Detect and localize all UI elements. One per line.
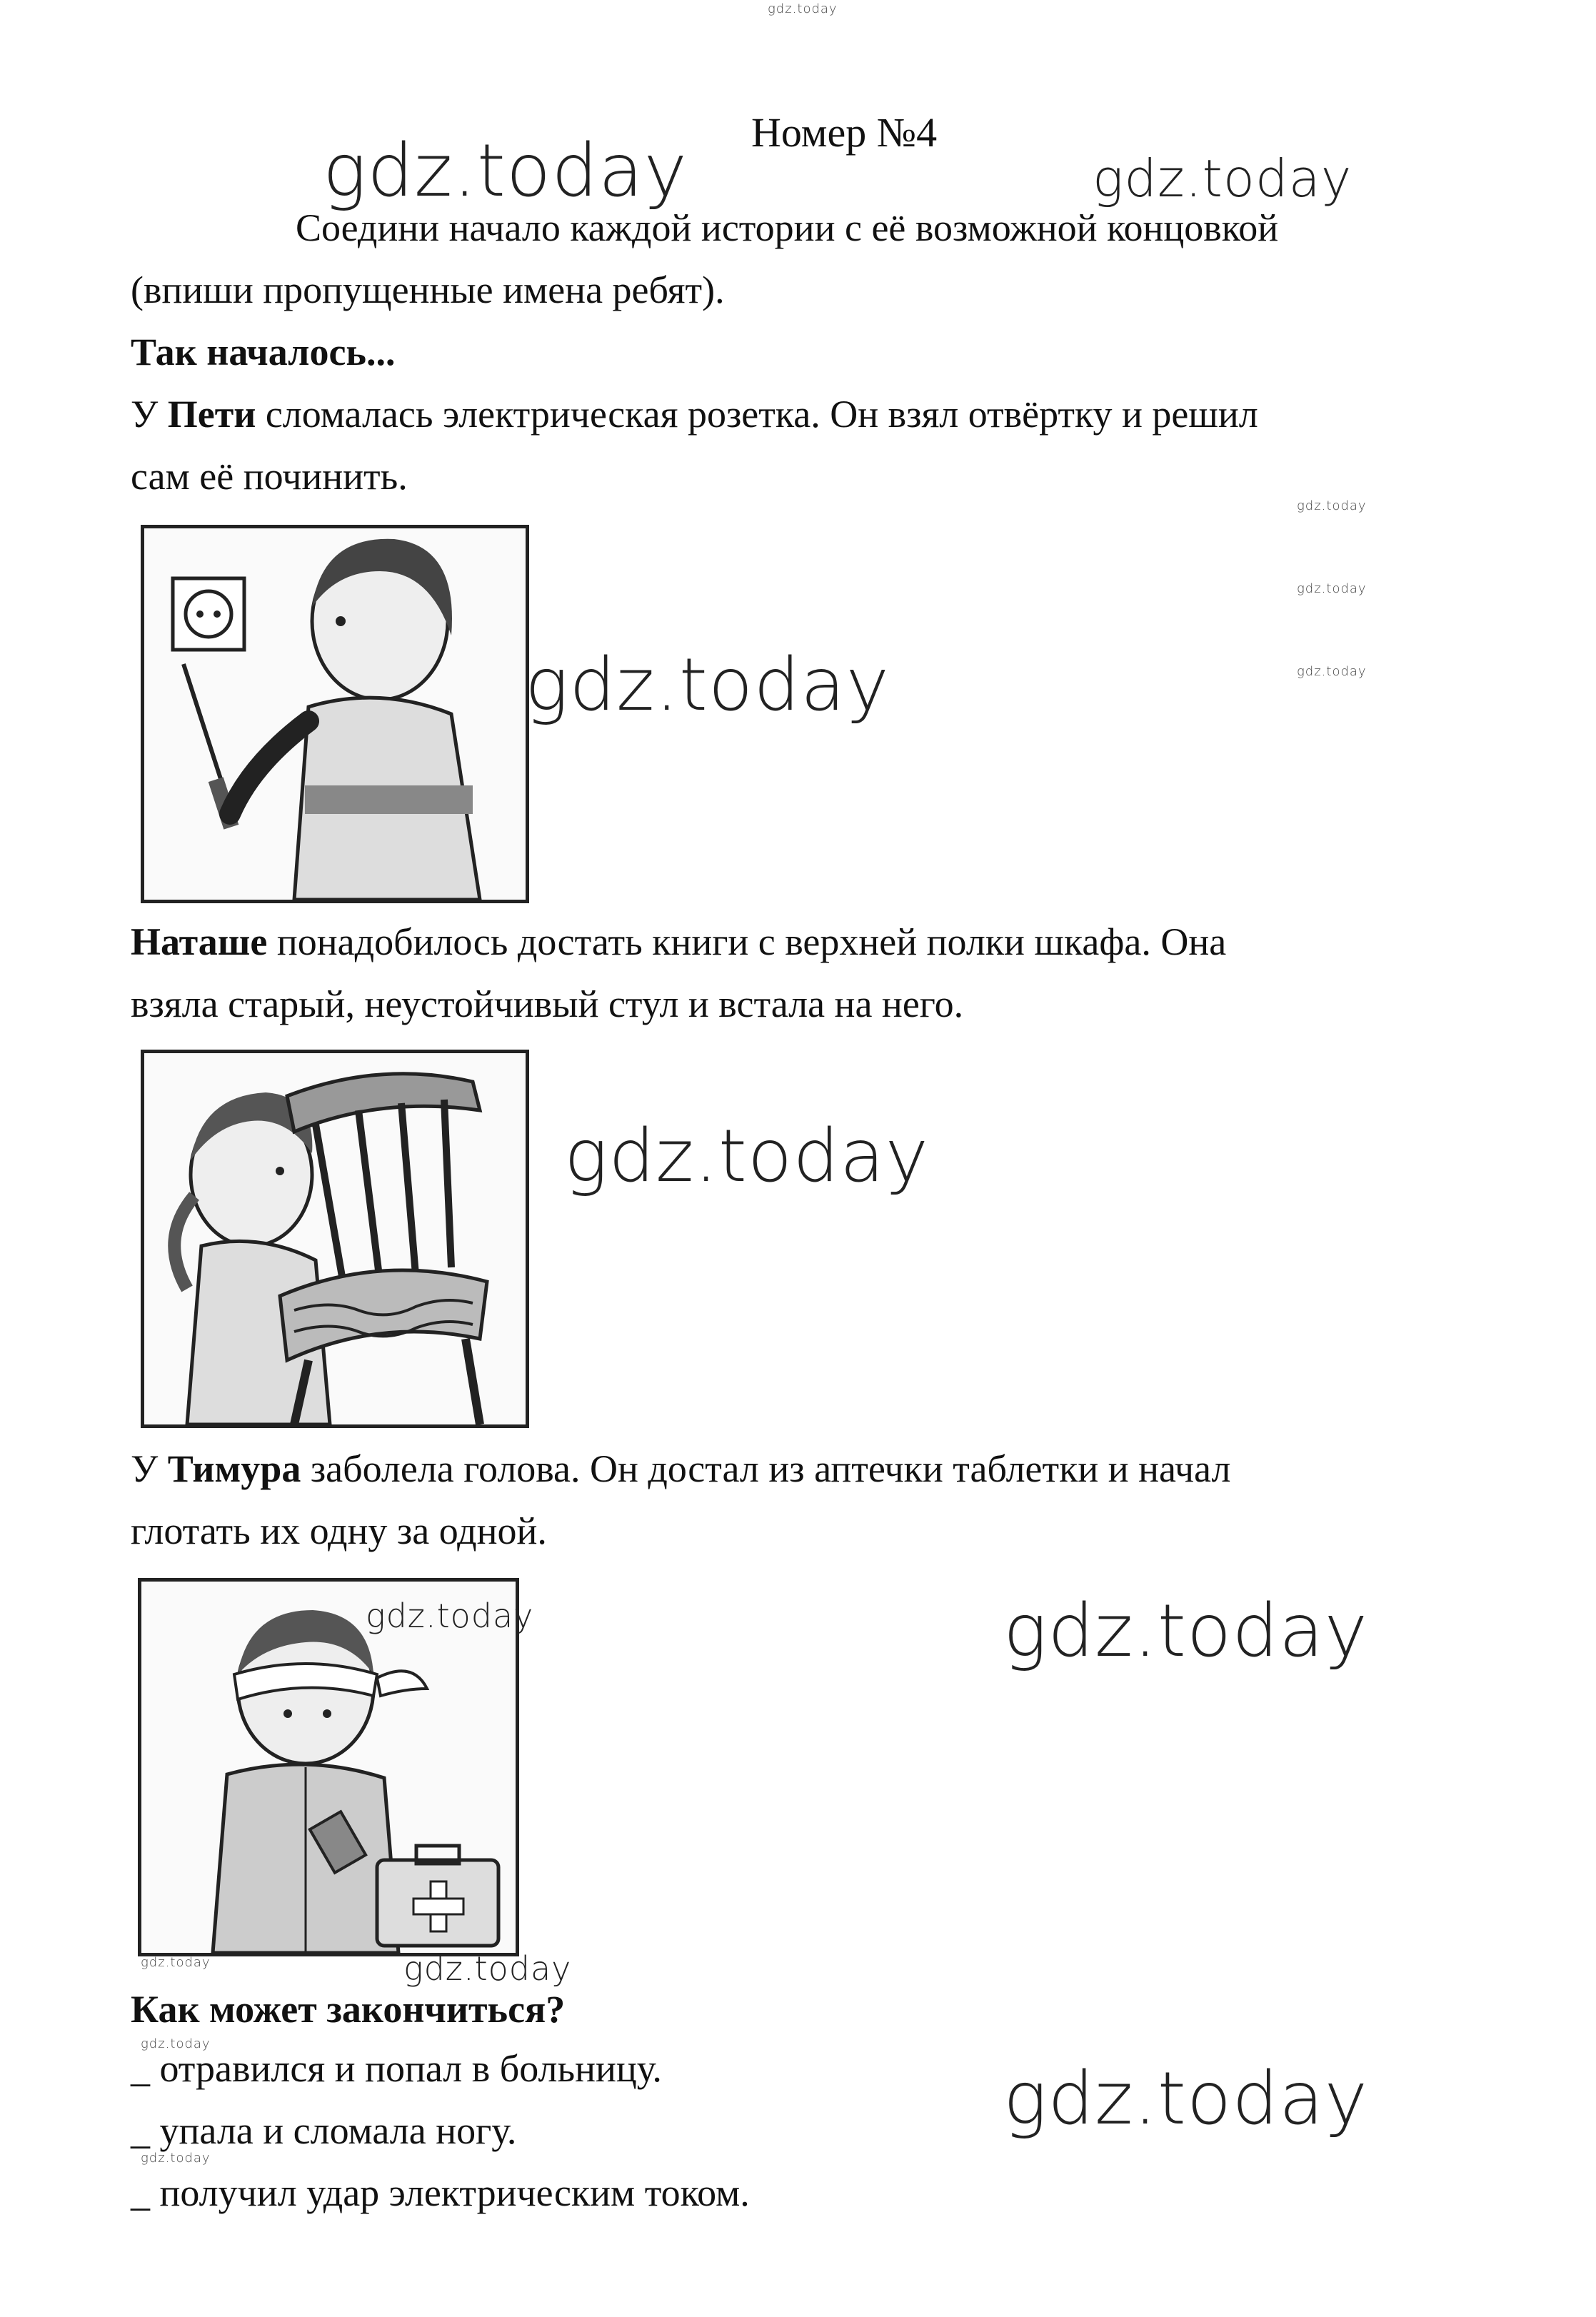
story-timur-line-2: глотать их одну за одной. [131,1509,547,1552]
watermark: gdz.today [1093,149,1352,208]
watermark-small: gdz.today [1297,664,1367,679]
watermark: gdz.today [525,643,890,728]
watermark: gdz.today [1003,2056,1368,2141]
watermark-small: gdz.today [1297,581,1367,596]
story-natasha-line-2: взяла старый, неустойчивый стул и встала на него. [131,982,964,1025]
story-petya-line-1: У Пети сломалась электрическая розетка. Он взял отвёртку и решил [131,393,1258,436]
story-petya-line-2: сам её починить. [131,455,408,498]
ending-1: _ отравился и попал в больницу. [131,2047,662,2090]
watermark: gdz.today [323,129,688,213]
page-title: Номер №4 [751,109,938,156]
story-timur-line-1: У Тимура заболела голова. Он достал из аптечки таблетки и начал [131,1447,1231,1490]
watermark-mid: gdz.today [366,1597,534,1635]
watermark-small: gdz.today [141,2036,211,2051]
illustration-boy-socket [141,525,529,903]
illustration-girl-chair [141,1050,529,1428]
watermark-small: gdz.today [141,1955,211,1970]
watermark: gdz.today [1003,1589,1368,1674]
watermark-small: gdz.today [1297,498,1367,513]
ending-2: _ упала и сломала ногу. [131,2109,517,2152]
heading-end: Как может закончиться? [131,1988,566,2031]
story-natasha-line-1: Наташе понадобилось достать книги с верхней полки шкафа. Она [131,920,1227,963]
watermark: gdz.today [564,1114,929,1199]
heading-start: Так началось... [131,331,396,373]
watermark-top: gdz.today [768,1,838,16]
instruction-line-1: Соедини начало каждой истории с её возможной концовкой [296,206,1279,249]
ending-3: _ получил удар электрическим током. [131,2171,750,2214]
watermark-small: gdz.today [141,2151,211,2166]
instruction-line-2: (впиши пропущенные имена ребят). [131,268,725,311]
watermark-mid: gdz.today [403,1949,572,1988]
